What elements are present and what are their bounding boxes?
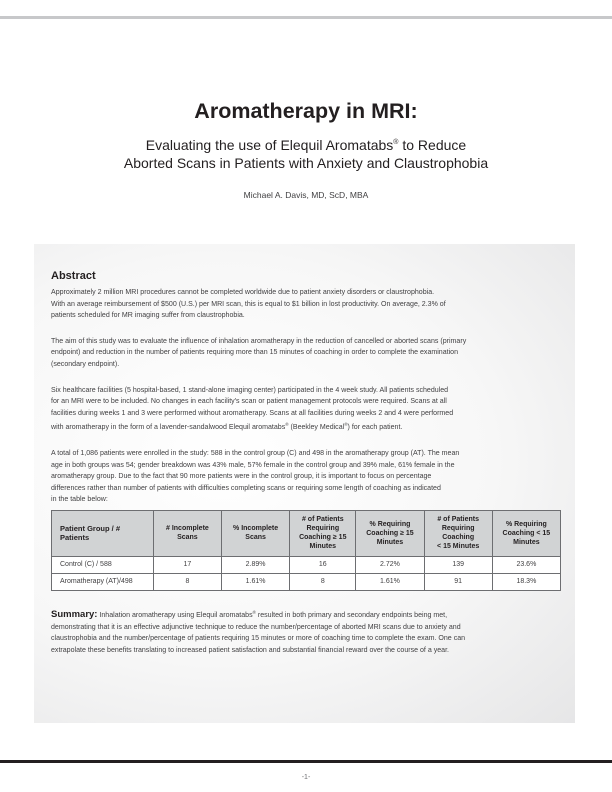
header-text: % Requiring Coaching < 15 Minutes <box>502 520 551 546</box>
author-byline: Michael A. Davis, MD, ScD, MBA <box>243 190 369 200</box>
table-cell: 91 <box>424 573 492 590</box>
paragraph-3-text-c: ) for each patient. <box>347 424 403 432</box>
header-text: % Requiring Coaching ≥ 15 Minutes <box>366 520 414 546</box>
table-cell: 23.6% <box>492 556 560 573</box>
header-text: % Incomplete Scans <box>233 525 279 542</box>
header-patient-group <box>52 510 154 556</box>
table-cell: 17 <box>153 556 221 573</box>
summary-text-b: resulted in both primary and secondary endpoints being met, demonstrating that it is an effective adjunctive technique to reduce the number/percentage of aborted MRI scans due to anxiety and claustrophobia and the number/percentage of patients requiring 15 minutes or more of coaching time to complete the exam. One can extrapolate these benefits translating to increased patient satisfaction and substantial financial reward over the course of a year. <box>51 611 466 654</box>
table-cell: 8 <box>153 573 221 590</box>
header-percent-coaching-over-15 <box>356 510 424 556</box>
page-title: Aromatherapy in MRI: <box>194 99 418 123</box>
header-percent-incomplete <box>222 510 290 556</box>
results-table <box>51 510 561 591</box>
top-rule <box>0 16 612 19</box>
header-text: # of Patients Requiring Coaching ≥ 15 Minutes <box>299 516 347 551</box>
abstract-paragraph-2: The aim of this study was to evaluate the influence of inhalation aromatherapy in the reduction of cancelled or aborted scans (primary endpoint) and reduction in the number of patients requiring more than 15 minutes of coaching in order to complete the examination (secondary endpoint). <box>51 337 467 368</box>
table-row <box>52 573 561 590</box>
registered-mark: ® <box>252 609 256 615</box>
header-percent-coaching-under-15 <box>492 510 560 556</box>
summary-paragraph <box>51 607 552 656</box>
subtitle-line-2: Aborted Scans in Patients with Anxiety and Claustrophobia <box>123 155 489 171</box>
header-text: # Incomplete Scans <box>166 525 209 542</box>
table-cell: 1.61% <box>356 573 424 590</box>
registered-mark: ® <box>285 422 289 428</box>
abstract-paragraph-1: Approximately 2 million MRI procedures cannot be completed worldwide due to patient anxiety disorders or claustrophobia. With an average reimbursement of $500 (U.S.) per MRI scan, this is equal to $1 billion in lost productivity. On average, 2.3% of patients scheduled for MR imaging suffer from claustrophobia. <box>51 289 446 320</box>
subtitle-line-1-start: Evaluating the use of Elequil Aromatabs <box>145 137 394 153</box>
subtitle-line-1-end: to Reduce <box>398 137 467 153</box>
registered-mark: ® <box>393 139 399 146</box>
header-text: Patient Group / # Patients <box>60 524 121 543</box>
table-cell: Aromatherapy (AT)/498 <box>52 573 154 590</box>
table-row <box>52 556 561 573</box>
paragraph-3-text-b: (Beekley Medical <box>288 424 345 432</box>
table-cell: 2.89% <box>222 556 290 573</box>
page-number: -1- <box>301 774 311 781</box>
table-cell: 139 <box>424 556 492 573</box>
table-cell: Control (C) / 588 <box>52 556 154 573</box>
bottom-rule <box>0 760 612 763</box>
header-incomplete-scans <box>153 510 221 556</box>
registered-mark: ® <box>344 422 348 428</box>
table-cell: 16 <box>290 556 356 573</box>
paragraph-3-text-a: Six healthcare facilities (5 hospital-based, 1 stand-alone imaging center) participated in the 4 week study. All patients scheduled for an MRI were to be included. No changes in each facility's scan or patient management protocols were required. Scans at all facilities during weeks 1 and 3 were performed without aromatherapy. Scans at all facilities during weeks 2 and 4 were performed with aromatherapy in the form of a lavender-sandalwood Elequil aromatabs <box>51 386 454 432</box>
abstract-paragraph-4: A total of 1,086 patients were enrolled in the study: 588 in the control group (C) and 498 in the aromatherapy group (AT). The mean age in both groups was 54; gender breakdown was 43% male, 57% female in the control group and 39% male, 61% female in the aromatherapy group. Due to the fact that 90 more patients were in the control group, it is important to focus on percentage differences rather than number of patients with difficulties completing scans or requiring some length of coaching as indicated in the table below: <box>51 449 460 504</box>
header-coaching-over-15 <box>290 510 356 556</box>
table-cell: 18.3% <box>492 573 560 590</box>
subtitle <box>0 134 612 172</box>
abstract-heading: Abstract <box>51 270 96 282</box>
table-cell: 1.61% <box>222 573 290 590</box>
table-header-row <box>52 510 561 556</box>
subtitle-line-1 <box>0 134 612 154</box>
abstract-content <box>51 270 552 663</box>
summary-text-a: Inhalation aromatherapy using Elequil aromatabs <box>97 611 253 619</box>
abstract-paragraph-3 <box>51 385 552 434</box>
table-cell: 2.72% <box>356 556 424 573</box>
header-text: # of Patients Requiring Coaching < 15 Minutes <box>437 516 480 551</box>
summary-label: Summary: <box>51 608 98 620</box>
table-cell: 8 <box>290 573 356 590</box>
header-coaching-under-15 <box>424 510 492 556</box>
